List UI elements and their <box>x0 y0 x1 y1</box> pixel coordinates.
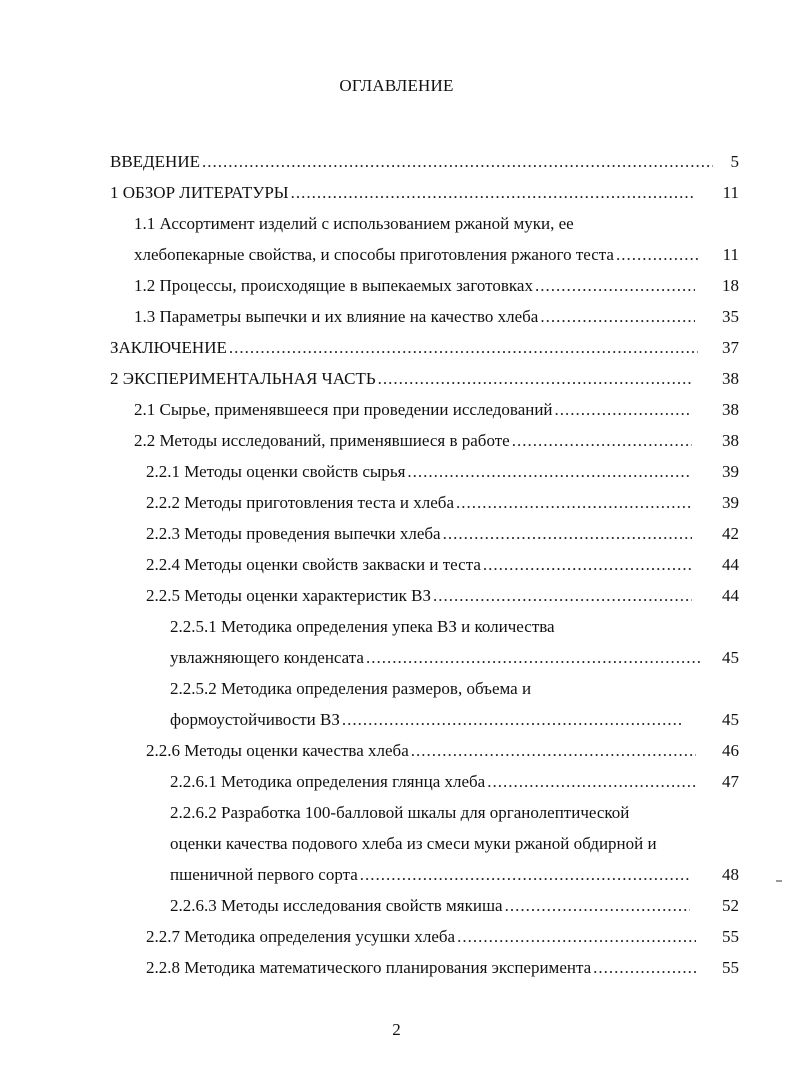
toc-entry-text: 2.2.1 Методы оценки свойств сырья <box>146 462 406 481</box>
toc-entry-text: формоустойчивости ВЗ <box>170 710 340 729</box>
toc-entry-text: 1.2 Процессы, происходящие в выпекаемых заготовках <box>134 276 533 295</box>
toc-entry-text: 2.2 Методы исследований, применявшиеся в работе <box>134 431 510 450</box>
toc-entry-text: 2.2.6 Методы оценки качества хлеба <box>146 741 409 760</box>
toc-entry-2-2[interactable] <box>134 426 694 456</box>
toc-entry-text: 2.2.3 Методы проведения выпечки хлеба <box>146 524 441 543</box>
toc-entry-text: 2 ЭКСПЕРИМЕНТАЛЬНАЯ ЧАСТЬ <box>110 369 376 388</box>
toc-entry-text: 2.2.7 Методика определения усушки хлеба <box>146 927 456 946</box>
toc-page-number: 5 <box>730 152 739 171</box>
toc-entry-text: 2.2.4 Методы оценки свойств закваски и теста <box>146 555 481 574</box>
toc-entry-text: ЗАКЛЮЧЕНИЕ <box>110 338 227 357</box>
toc-page-number: 37 <box>722 338 739 357</box>
toc-page-number: 42 <box>722 524 739 543</box>
toc-entry-1-2[interactable] <box>134 271 697 301</box>
toc-entry-2-2-6[interactable] <box>146 736 698 766</box>
toc-entry-chapter-1[interactable] <box>110 178 697 208</box>
toc-entry-2-2-1[interactable] <box>146 457 694 487</box>
toc-entry-2-2-8[interactable] <box>146 953 698 983</box>
toc-entry-text: увлажняющего конденсата <box>170 648 364 667</box>
toc-entry-text: 2.2.2 Методы приготовления теста и хлеба <box>146 493 454 512</box>
toc-entry-2-2-6-3[interactable] <box>170 891 692 921</box>
toc-page-number: 39 <box>722 462 739 481</box>
toc-title: ОГЛАВЛЕНИЕ <box>339 76 454 95</box>
toc-entry-text: хлебопекарные свойства, и способы приготовления ржаного теста <box>134 245 614 264</box>
toc-entry-text: 2.2.5.1 Методика определения упека ВЗ и количества <box>170 617 555 636</box>
toc-page-number: 18 <box>722 276 739 295</box>
toc-entry-text: 2.2.6.1 Методика определения глянца хлеба <box>170 772 486 791</box>
toc-entry-introduction[interactable] <box>110 147 715 177</box>
toc-entry-2-2-5-1-cont[interactable] <box>170 643 702 673</box>
toc-page-number: 35 <box>722 307 739 326</box>
toc-page-number: 39 <box>722 493 739 512</box>
toc-entry-1-3[interactable] <box>134 302 697 332</box>
toc-entry-text: пшеничной первого сорта <box>170 865 358 884</box>
toc-page-number: 11 <box>722 245 739 264</box>
toc-page-number: 11 <box>722 183 739 202</box>
toc-page-number: 52 <box>722 896 739 915</box>
toc-page-number: 38 <box>722 369 739 388</box>
toc-entry-2-2-5-1[interactable] <box>170 612 710 642</box>
toc-page-number: 47 <box>722 772 739 791</box>
toc-entry-2-2-5-2-cont[interactable] <box>170 705 686 735</box>
toc-entry-2-2-5-2[interactable] <box>170 674 710 704</box>
toc-entry-2-2-3[interactable] <box>146 519 694 549</box>
toc-entry-text: 2.2.8 Методика математического планирования эксперимента <box>146 958 592 977</box>
scan-speck <box>776 880 782 882</box>
toc-entry-2-2-2[interactable] <box>146 488 694 518</box>
toc-entry-text: 2.2.6.2 Разработка 100-балловой шкалы для органолептической <box>170 803 630 822</box>
toc-entry-text: 1.3 Параметры выпечки и их влияние на качество хлеба <box>134 307 539 326</box>
toc-entry-1-1-cont[interactable] <box>134 240 700 270</box>
toc-entry-text: 1.1 Ассортимент изделий с использованием ржаной муки, ее <box>134 214 574 233</box>
toc-entry-text: 2.2.5.2 Методика определения размеров, объема и <box>170 679 532 698</box>
toc-entry-2-2-4[interactable] <box>146 550 694 580</box>
toc-entry-chapter-2[interactable] <box>110 364 694 394</box>
toc-page-number: 55 <box>722 958 739 977</box>
toc-entry-2-2-6-2-cont[interactable] <box>170 829 710 859</box>
toc-entry-text: 1 ОБЗОР ЛИТЕРАТУРЫ <box>110 183 289 202</box>
toc-page-number: 55 <box>722 927 739 946</box>
toc-entry-2-2-6-2[interactable] <box>170 798 710 828</box>
toc-entry-text: оценки качества подового хлеба из смеси муки ржаной обдирной и <box>170 834 657 853</box>
toc-page-number: 45 <box>722 710 739 729</box>
toc-entry-text: 2.2.6.3 Методы исследования свойств мякиша <box>170 896 503 915</box>
toc-entry-2-1[interactable] <box>134 395 694 425</box>
toc-page-number: 38 <box>722 400 739 419</box>
toc-page-number: 48 <box>722 865 739 884</box>
toc-entry-conclusion[interactable] <box>110 333 700 363</box>
page-number: 2 <box>392 1020 401 1039</box>
toc-entry-text: 2.1 Сырье, применявшееся при проведении исследований <box>134 400 553 419</box>
toc-entry-2-2-5[interactable] <box>146 581 694 611</box>
toc-page-number: 45 <box>722 648 739 667</box>
toc-page-number: 44 <box>722 555 739 574</box>
toc-entry-2-2-6-2-cont2[interactable] <box>170 860 692 890</box>
toc-page-number: 44 <box>722 586 739 605</box>
toc-entry-1-1[interactable] <box>134 209 714 239</box>
toc-page-number: 38 <box>722 431 739 450</box>
toc-entry-2-2-7[interactable] <box>146 922 698 952</box>
toc-page-number: 46 <box>722 741 739 760</box>
toc-entry-2-2-6-1[interactable] <box>170 767 698 797</box>
toc-entry-text: 2.2.5 Методы оценки характеристик ВЗ <box>146 586 431 605</box>
toc-entry-text: ВВЕДЕНИЕ <box>110 152 200 171</box>
